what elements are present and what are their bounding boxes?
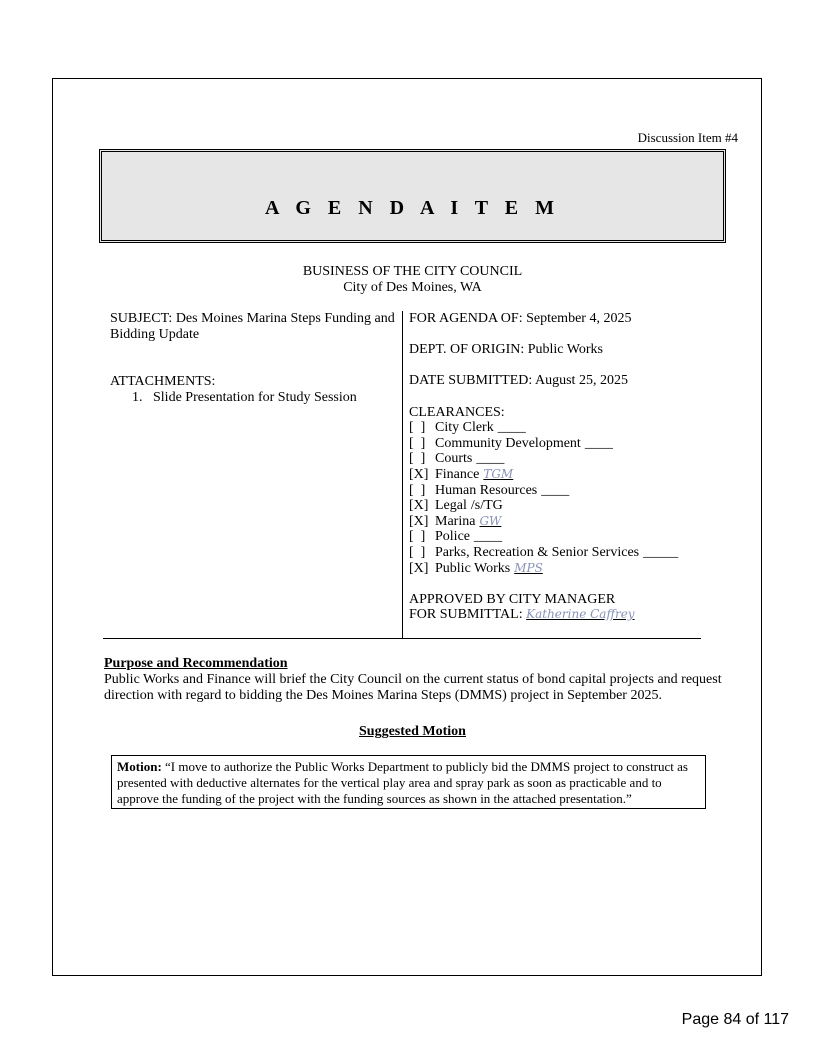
dept-of-origin: DEPT. OF ORIGIN: Public Works — [409, 342, 603, 358]
motion-label: Motion: — [117, 759, 162, 774]
clearance-name: Parks, Recreation & Senior Services — [435, 544, 640, 560]
clearance-mark: [X] — [409, 466, 429, 482]
clearance-mark: [ ] — [409, 451, 426, 467]
clearance-mark: [ ] — [409, 544, 426, 560]
clearance-signature: GW — [479, 513, 502, 528]
clearance-mark: [ ] — [409, 529, 426, 545]
clearance-row — [409, 529, 709, 545]
clearance-name: Community Development — [435, 435, 581, 451]
attachment-item: 1. Slide Presentation for Study Session — [132, 390, 357, 405]
clearance-value: ____ — [476, 451, 505, 467]
right-column — [409, 311, 709, 623]
clearance-row — [409, 467, 709, 483]
left-column — [110, 311, 398, 406]
clearance-value: /s/TG — [470, 498, 503, 514]
clearance-name: Courts — [435, 451, 473, 467]
clearances-list — [409, 420, 709, 576]
approved-line-1: APPROVED BY CITY MANAGER — [409, 591, 616, 607]
for-agenda-of: FOR AGENDA OF: September 4, 2025 — [409, 311, 632, 326]
business-line-1: BUSINESS OF THE CITY COUNCIL — [302, 264, 523, 279]
clearance-row — [409, 498, 709, 514]
approved-label: FOR SUBMITTAL: — [409, 607, 523, 623]
clearance-mark: [ ] — [409, 435, 426, 451]
clearance-row — [409, 561, 709, 577]
clearance-mark: [X] — [409, 560, 429, 576]
motion-text: “I move to authorize the Public Works Department to publicly bid the DMMS project to construct as presented with deductive alternates for the vertical play area and spray park as soon as practicable and to approve the funding of the project with the funding sources as shown in the attached presentation.” — [117, 759, 688, 806]
city-manager-signature: Katherine Caffrey — [526, 607, 635, 622]
business-line-2: City of Des Moines, WA — [343, 280, 482, 295]
agenda-title: A G E N D A I T E M — [265, 196, 560, 219]
clearance-mark: [X] — [409, 513, 429, 529]
clearance-value: ____ — [474, 529, 502, 545]
column-divider — [402, 311, 403, 638]
clearance-name: Public Works — [435, 560, 511, 576]
motion-box — [111, 755, 706, 809]
clearance-row — [409, 420, 709, 436]
clearance-value: ____ — [584, 435, 613, 451]
clearance-name: Marina — [435, 513, 476, 529]
date-submitted: DATE SUBMITTED: August 25, 2025 — [409, 373, 628, 389]
clearance-name: City Clerk — [435, 420, 494, 436]
clearance-row — [409, 483, 709, 499]
clearance-name: Police — [435, 529, 470, 545]
clearance-name: Finance — [435, 466, 480, 482]
clearance-row — [409, 545, 709, 561]
business-header — [99, 264, 726, 296]
page-number: Page 84 of 117 — [681, 1011, 789, 1028]
clearance-value: _____ — [643, 544, 679, 560]
clearance-signature: TGM — [483, 466, 514, 481]
clearance-mark: [X] — [409, 498, 429, 514]
clearance-mark: [ ] — [409, 420, 426, 436]
section-divider — [103, 638, 701, 639]
clearance-name: Human Resources — [435, 482, 538, 498]
clearance-value: ____ — [497, 420, 526, 436]
purpose-heading: Purpose and Recommendation — [104, 656, 288, 671]
clearance-name: Legal — [435, 498, 467, 514]
agenda-title-box — [99, 149, 726, 243]
purpose-text: Public Works and Finance will brief the City Council on the current status of bond capital projects and request direction with regard to bidding the Des Moines Marina Steps (DMMS) project in September 2025. — [104, 672, 722, 703]
attachments-label: ATTACHMENTS: — [110, 374, 216, 389]
clearance-row — [409, 451, 709, 467]
clearance-value: ____ — [541, 482, 570, 498]
clearance-row — [409, 436, 709, 452]
approved-line-2 — [409, 607, 709, 623]
subject: SUBJECT: Des Moines Marina Steps Funding and Bidding Update — [110, 311, 395, 342]
clearances-label: CLEARANCES: — [409, 404, 505, 420]
suggested-motion-heading: Suggested Motion — [359, 724, 466, 739]
discussion-item-label: Discussion Item #4 — [637, 130, 738, 145]
clearance-row — [409, 514, 709, 530]
clearance-mark: [ ] — [409, 482, 426, 498]
clearance-signature: MPS — [514, 560, 543, 575]
